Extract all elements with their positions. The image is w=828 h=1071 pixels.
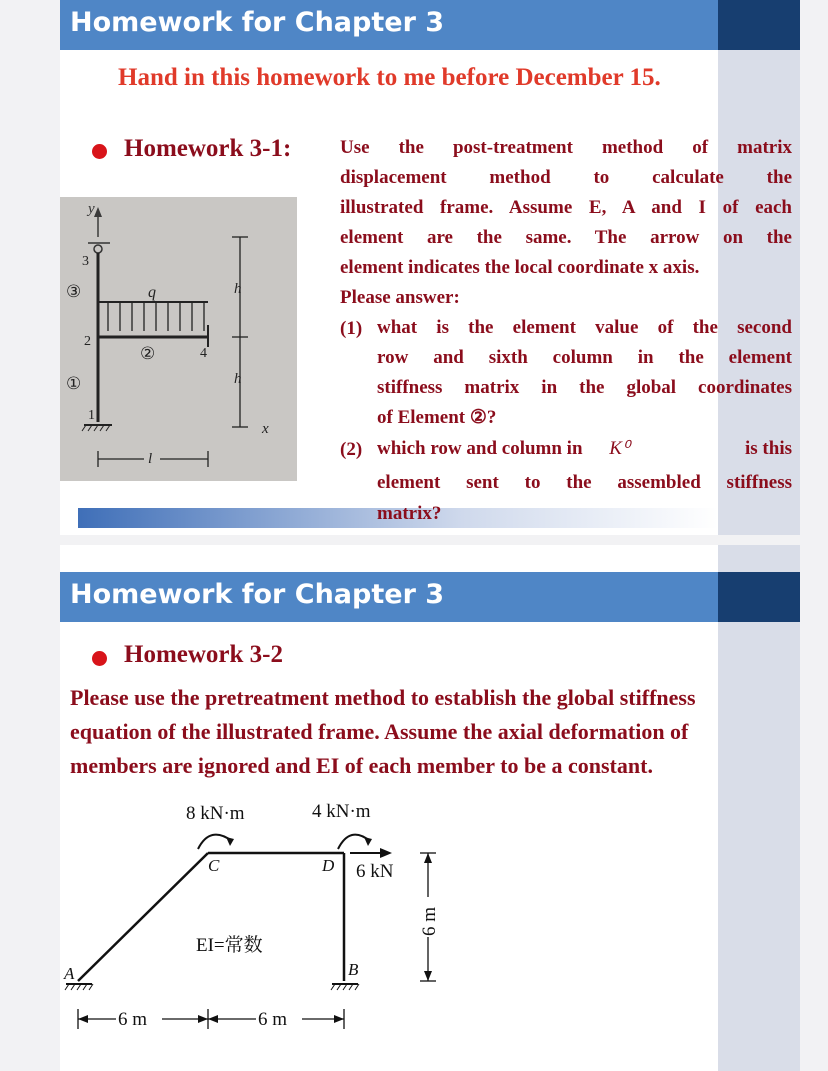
x-axis-label: x bbox=[262, 421, 269, 437]
question-line: of Element ②? bbox=[377, 407, 497, 428]
question-line: stiffness matrix in the global coordinates bbox=[377, 377, 792, 398]
dim-h-top-label: h bbox=[234, 281, 242, 297]
body-line: Please use the pretreatment method to establish the global stiffness bbox=[70, 685, 696, 710]
question-line: row and sixth column in the element bbox=[377, 347, 792, 368]
slide-title: Homework for Chapter 3 bbox=[70, 579, 445, 610]
body-line: equation of the illustrated frame. Assume the axial deformation of bbox=[70, 719, 689, 744]
moment-c-label: 8 kN·m bbox=[186, 803, 245, 824]
homework-3-1-intro bbox=[340, 133, 792, 253]
bullet-icon bbox=[92, 144, 107, 159]
y-axis-label: y bbox=[88, 201, 95, 217]
node-2-label: 2 bbox=[84, 334, 91, 349]
stiffness-symbol: K⁰ bbox=[609, 438, 630, 459]
question-2-number: (2) bbox=[340, 439, 363, 460]
node-c-label: C bbox=[208, 856, 220, 875]
frame-figure-3-2 bbox=[60, 791, 460, 1071]
title-bar bbox=[60, 0, 718, 50]
question-1-text-end bbox=[377, 403, 792, 433]
intro-line: illustrated frame. Assume E, A and I of each bbox=[340, 197, 792, 218]
question-line: element sent to the assembled stiffness bbox=[377, 472, 792, 493]
node-d-label: D bbox=[322, 856, 335, 875]
homework-3-2-label: Homework 3-2 bbox=[124, 641, 283, 668]
intro-line: Use the post-treatment method of matrix bbox=[340, 137, 792, 158]
node-4-label: 4 bbox=[200, 346, 207, 361]
node-a-label: A bbox=[64, 964, 75, 983]
question-line: matrix? bbox=[377, 503, 442, 524]
question-1-number: (1) bbox=[340, 318, 363, 339]
element-3-label: ③ bbox=[66, 282, 82, 301]
slide-homework-3-1 bbox=[60, 0, 800, 535]
homework-3-1-intro-end bbox=[340, 253, 792, 313]
body-line: members are ignored and EI of each member to be a constant. bbox=[70, 753, 653, 778]
ei-label: EI=常数 bbox=[196, 935, 263, 956]
intro-line: displacement method to calculate the bbox=[340, 167, 792, 188]
slide-homework-3-2 bbox=[60, 545, 800, 1071]
title-bar-accent bbox=[718, 0, 800, 50]
question-1-text bbox=[377, 313, 792, 403]
dim-right-label: 6 m bbox=[258, 1009, 288, 1030]
slide-title: Homework for Chapter 3 bbox=[70, 7, 445, 38]
title-bar-accent bbox=[718, 572, 800, 622]
element-1-label: ① bbox=[66, 374, 82, 393]
question-2-text-end bbox=[377, 499, 792, 529]
node-3-label: 3 bbox=[82, 254, 89, 269]
moment-d-label: 4 kN·m bbox=[312, 801, 371, 822]
dim-l-label: l bbox=[148, 451, 153, 467]
question-line: what is the element value of the second bbox=[377, 317, 792, 338]
question-line: is this bbox=[745, 438, 792, 459]
bullet-icon bbox=[92, 651, 107, 666]
intro-line: element are the same. The arrow on the bbox=[340, 227, 792, 248]
question-2-text bbox=[377, 468, 792, 498]
title-bar bbox=[60, 572, 718, 622]
intro-line: element indicates the local coordinate x axis. bbox=[340, 257, 700, 278]
frame-figure-3-1 bbox=[60, 197, 297, 481]
homework-3-1-label: Homework 3-1: bbox=[124, 135, 292, 162]
deadline-notice: Hand in this homework to me before December 15. bbox=[118, 64, 661, 91]
node-b-label: B bbox=[348, 960, 359, 979]
dim-left-label: 6 m bbox=[118, 1009, 148, 1030]
question-line: which row and column in bbox=[377, 438, 583, 459]
element-2-label: ② bbox=[140, 344, 156, 363]
intro-line: Please answer: bbox=[340, 287, 460, 308]
question-2-first-line bbox=[377, 434, 792, 464]
frame-figure-photo bbox=[60, 197, 297, 481]
homework-3-2-text bbox=[70, 681, 794, 783]
dim-height-label: 6 m bbox=[419, 906, 440, 936]
node-1-label: 1 bbox=[88, 408, 95, 423]
dim-h-bottom-label: h bbox=[234, 371, 242, 387]
slide-side-strip bbox=[718, 545, 800, 1071]
load-q-label: q bbox=[148, 284, 156, 301]
force-d-label: 6 kN bbox=[356, 861, 394, 882]
